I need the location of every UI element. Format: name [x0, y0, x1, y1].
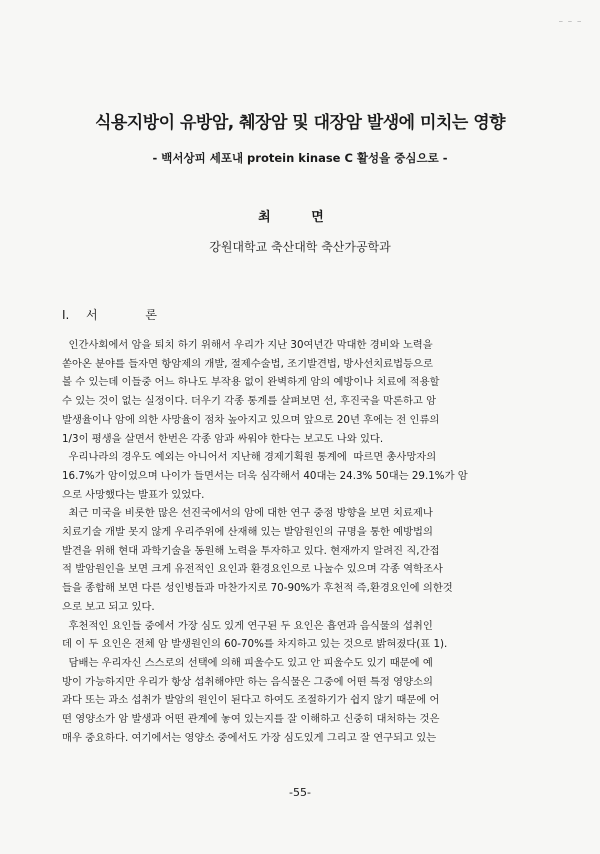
- author-name: 최 면: [258, 210, 342, 225]
- body-line: 수 있는 것이 없는 실정이다. 더우기 각종 통계를 살펴보면 선, 후진국을 막론하고 암: [62, 395, 437, 408]
- body-line: 떤 영양소가 암 발생과 어떤 관계에 놓여 있는지를 잘 이해하고 신중히 대처하는 것은: [62, 713, 440, 726]
- body-line: 최근 미국을 비롯한 많은 선진국에서의 암에 대한 연구 중점 방향을 보면 치료제나: [62, 507, 433, 520]
- body-line: 볼 수 있는데 이들중 어느 하나도 부작용 없이 완벽하게 암의 예방이나 치료에 적용할: [62, 376, 440, 389]
- body-line: 인간사회에서 암을 퇴치 하기 위해서 우리가 지난 30여년간 막대한 경비와 노력을: [62, 339, 433, 351]
- body-line: 으로 보고 되고 있다.: [62, 600, 155, 613]
- body-line: 1/3이 평생을 살면서 한번은 각종 암과 싸워야 한다는 보고도 나와 있다.: [62, 432, 384, 445]
- body-line: 담배는 우리자신 스스로의 선택에 의해 피울수도 있고 안 피울수도 있기 때문에 예: [62, 656, 433, 669]
- body-line: 들을 종합해 보면 다른 성인병들과 마찬가지로 70-90%가 후천적 즉,환경요인에 의한것: [62, 582, 453, 595]
- paper-subtitle: - 백서상피 세포내 protein kinase C 활성을 중심으로 -: [152, 151, 448, 165]
- corner-mark: — — —: [558, 18, 582, 25]
- paper-title: 식용지방이 유방암, 췌장암 및 대장암 발생에 미치는 영향: [94, 113, 506, 133]
- body-line: 후천적인 요인들 중에서 가장 심도 있게 연구된 두 요인은 흡연과 음식물의 섭취인: [62, 619, 433, 632]
- body-line: 으로 사망했다는 발표가 있었다.: [62, 488, 205, 501]
- body-line: 발견을 위해 현대 과학기술을 동원해 노력을 투자하고 있다. 현재까지 알려진 직,간접: [62, 544, 440, 557]
- section-heading: [62, 306, 179, 323]
- body-line: 과다 또는 과소 섭취가 발암의 원인이 된다고 하여도 조절하기가 쉽지 않기 때문에 어: [62, 694, 440, 707]
- body-line: 우리나라의 경우도 예외는 아니어서 지난해 경제기획원 통계에 따르면 총사망자의: [62, 451, 437, 464]
- body-line: 매우 중요하다. 여기에서는 영양소 중에서도 가장 심도있게 그리고 잘 연구되고 있는: [62, 731, 437, 744]
- body-line: 발생율이나 암에 의한 사망율이 점차 높아지고 있으며 앞으로 20년 후에는 전 인류의: [62, 413, 440, 426]
- body-line: 16.7%가 암이었으며 나이가 들면서는 더욱 심각해서 40대는 24.3% 50대는 29.1%가 암: [62, 469, 468, 482]
- body-line: 적 발암원인을 보면 크게 유전적인 요인과 환경요인으로 나눌수 있으며 각종 역학조사: [62, 563, 443, 576]
- body-line: 데 이 두 요인은 전체 암 발생원인의 60-70%를 차지하고 있는 것으로 밝혀졌다(표 1).: [62, 638, 448, 651]
- author-affiliation: 강원대학교 축산대학 축산가공학과: [209, 240, 391, 254]
- section-number: Ⅰ.: [62, 308, 70, 322]
- body-line: 방이 가능하지만 우리가 항상 섭취해야만 하는 음식물은 그중에 어떤 특정 영양소의: [62, 675, 433, 688]
- body-text: [62, 336, 540, 747]
- body-line: 치료기술 개발 못지 않게 우리주위에 산재해 있는 발암원인의 규명을 통한 예방법의: [62, 526, 433, 539]
- section-title: 서 론: [86, 308, 179, 322]
- page-number: -55-: [289, 786, 311, 799]
- body-line: 쏟아온 분야를 들자면 항암제의 개발, 절제수술법, 조기발견법, 방사선치료법등으로: [62, 357, 433, 370]
